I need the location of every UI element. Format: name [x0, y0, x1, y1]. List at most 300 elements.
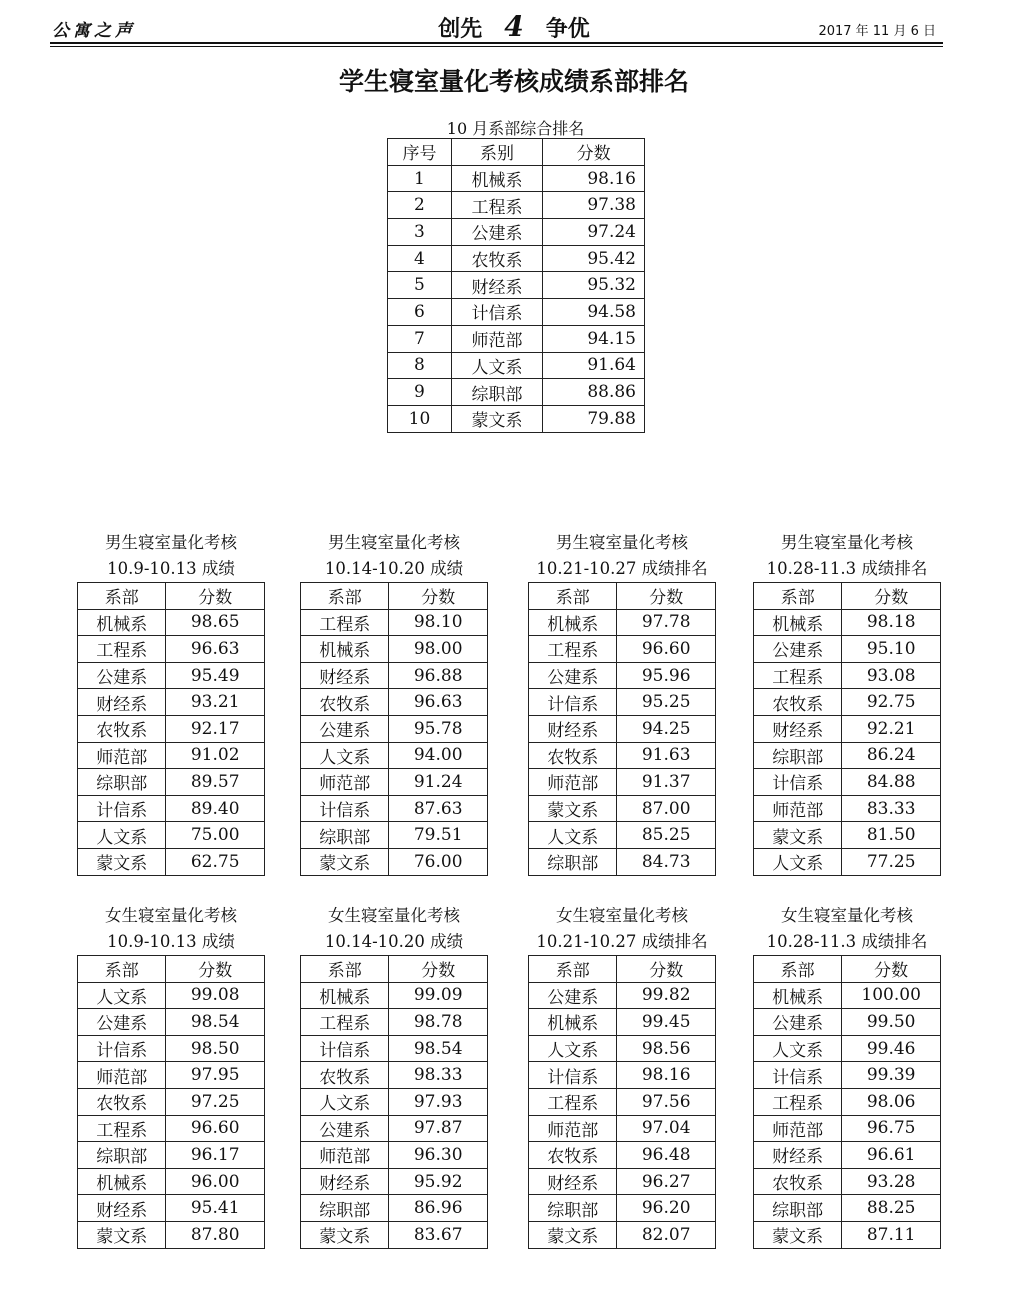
block-title: 女生寝室量化考核	[105, 906, 237, 925]
column-header-score: 分数	[166, 583, 265, 610]
table-row	[754, 742, 941, 769]
score-cell: 94.00	[389, 742, 488, 769]
column-header-score: 分数	[617, 956, 716, 983]
rank-cell: 8	[388, 352, 452, 379]
table-row	[78, 1168, 265, 1195]
block-period: 10.14-10.20 成绩	[324, 932, 464, 951]
department-cell: 蒙文系	[78, 1221, 166, 1248]
table-row	[754, 1115, 941, 1142]
score-cell: 91.24	[389, 769, 488, 796]
table-header-row	[754, 583, 941, 610]
department-cell: 蒙文系	[301, 848, 389, 875]
header-divider-thin	[50, 46, 943, 47]
score-cell: 98.65	[166, 609, 265, 636]
score-cell: 93.08	[842, 662, 941, 689]
department-cell: 蒙文系	[301, 1221, 389, 1248]
score-cell: 96.20	[617, 1195, 716, 1222]
department-cell: 计信系	[529, 689, 617, 716]
table-row	[78, 1062, 265, 1089]
table-row	[529, 822, 716, 849]
department-cell: 工程系	[301, 1009, 389, 1036]
department-cell: 工程系	[529, 636, 617, 663]
table-row	[754, 1195, 941, 1222]
score-cell: 94.15	[543, 325, 645, 352]
department-cell: 机械系	[301, 982, 389, 1009]
score-cell: 99.82	[617, 982, 716, 1009]
department-cell: 工程系	[754, 1088, 842, 1115]
score-cell: 91.64	[543, 352, 645, 379]
table-row	[301, 1035, 488, 1062]
table-row	[301, 636, 488, 663]
block-period: 10.9-10.13 成绩	[107, 559, 235, 578]
department-cell: 蒙文系	[754, 1221, 842, 1248]
table-row	[529, 609, 716, 636]
score-cell: 95.49	[166, 662, 265, 689]
department-cell: 师范部	[754, 1115, 842, 1142]
table-header-row	[301, 956, 488, 983]
score-cell: 98.54	[166, 1009, 265, 1036]
ranking-table	[753, 955, 941, 1249]
department-cell: 人文系	[78, 982, 166, 1009]
score-cell: 96.88	[389, 662, 488, 689]
department-cell: 工程系	[301, 609, 389, 636]
rank-cell: 2	[388, 192, 452, 219]
table-row	[78, 769, 265, 796]
column-header-department: 系部	[301, 956, 389, 983]
table-row	[754, 636, 941, 663]
column-header-score: 分数	[389, 583, 488, 610]
score-cell: 99.09	[389, 982, 488, 1009]
male-ranking-week-2	[300, 530, 488, 876]
score-cell: 95.78	[389, 715, 488, 742]
header-slogan-left: 创先	[438, 16, 483, 42]
department-cell: 人文系	[78, 822, 166, 849]
department-cell: 农牧系	[529, 742, 617, 769]
table-row	[529, 769, 716, 796]
table-row	[388, 299, 645, 326]
score-cell: 98.54	[389, 1035, 488, 1062]
department-cell: 综职部	[754, 1195, 842, 1222]
table-row	[78, 1009, 265, 1036]
table-row	[301, 1115, 488, 1142]
table-row	[78, 1195, 265, 1222]
table-row	[301, 742, 488, 769]
department-cell: 工程系	[451, 192, 542, 219]
department-cell: 人文系	[529, 822, 617, 849]
table-row	[301, 1221, 488, 1248]
table-row	[529, 636, 716, 663]
department-cell: 综职部	[529, 848, 617, 875]
score-cell: 96.17	[166, 1142, 265, 1169]
department-cell: 师范部	[754, 795, 842, 822]
male-ranking-week-4	[753, 530, 941, 876]
table-header-row	[78, 583, 265, 610]
table-row	[529, 1195, 716, 1222]
department-cell: 公建系	[529, 662, 617, 689]
department-cell: 农牧系	[78, 1088, 166, 1115]
score-cell: 96.63	[166, 636, 265, 663]
department-cell: 农牧系	[529, 1142, 617, 1169]
block-title: 女生寝室量化考核	[556, 906, 688, 925]
table-row	[754, 769, 941, 796]
column-header-department: 系部	[754, 583, 842, 610]
table-header-row	[529, 583, 716, 610]
score-cell: 85.25	[617, 822, 716, 849]
score-cell: 98.00	[389, 636, 488, 663]
score-cell: 97.93	[389, 1088, 488, 1115]
column-header-score: 分数	[842, 956, 941, 983]
score-cell: 91.37	[617, 769, 716, 796]
department-cell: 综职部	[301, 1195, 389, 1222]
table-row	[388, 272, 645, 299]
department-cell: 财经系	[754, 1142, 842, 1169]
score-cell: 96.61	[842, 1142, 941, 1169]
department-cell: 财经系	[529, 715, 617, 742]
table-row	[301, 662, 488, 689]
department-cell: 蒙文系	[451, 405, 542, 432]
score-cell: 96.48	[617, 1142, 716, 1169]
rank-cell: 6	[388, 299, 452, 326]
table-row	[301, 1195, 488, 1222]
table-row	[78, 1088, 265, 1115]
table-row	[529, 1115, 716, 1142]
block-period: 10.28-11.3 成绩排名	[766, 559, 928, 578]
female-ranking-week-3	[528, 903, 716, 1249]
department-cell: 机械系	[754, 982, 842, 1009]
score-cell: 98.18	[842, 609, 941, 636]
table-row	[754, 1062, 941, 1089]
department-cell: 机械系	[301, 636, 389, 663]
header-divider	[50, 42, 943, 44]
score-cell: 97.24	[543, 219, 645, 246]
table-row	[78, 742, 265, 769]
score-cell: 62.75	[166, 848, 265, 875]
table-row	[78, 662, 265, 689]
table-row	[754, 715, 941, 742]
department-cell: 工程系	[78, 636, 166, 663]
department-cell: 财经系	[301, 1168, 389, 1195]
column-header-department: 系部	[301, 583, 389, 610]
department-cell: 农牧系	[754, 1168, 842, 1195]
department-cell: 蒙文系	[78, 848, 166, 875]
department-cell: 人文系	[301, 742, 389, 769]
block-period: 10.28-11.3 成绩排名	[766, 932, 928, 951]
department-cell: 人文系	[451, 352, 542, 379]
table-row	[529, 689, 716, 716]
column-header-rank: 序号	[388, 139, 452, 166]
department-cell: 财经系	[301, 662, 389, 689]
department-cell: 公建系	[754, 636, 842, 663]
block-title: 男生寝室量化考核	[328, 533, 460, 552]
score-cell: 94.58	[543, 299, 645, 326]
department-cell: 财经系	[78, 1195, 166, 1222]
overall-ranking-caption: 10 月系部综合排名	[446, 119, 585, 138]
score-cell: 76.00	[389, 848, 488, 875]
score-cell: 92.75	[842, 689, 941, 716]
score-cell: 87.11	[842, 1221, 941, 1248]
rank-cell: 1	[388, 165, 452, 192]
table-row	[301, 822, 488, 849]
table-row	[754, 1035, 941, 1062]
table-header-row	[78, 956, 265, 983]
score-cell: 96.60	[617, 636, 716, 663]
rank-cell: 4	[388, 245, 452, 272]
score-cell: 83.33	[842, 795, 941, 822]
table-row	[754, 609, 941, 636]
table-row	[529, 715, 716, 742]
table-row	[529, 742, 716, 769]
score-cell: 92.17	[166, 715, 265, 742]
table-row	[301, 982, 488, 1009]
department-cell: 财经系	[529, 1168, 617, 1195]
department-cell: 计信系	[451, 299, 542, 326]
column-header-score: 分数	[543, 139, 645, 166]
table-header-row	[301, 583, 488, 610]
department-cell: 公建系	[78, 662, 166, 689]
score-cell: 97.25	[166, 1088, 265, 1115]
table-row	[754, 1142, 941, 1169]
table-row	[388, 352, 645, 379]
block-title: 女生寝室量化考核	[781, 906, 913, 925]
column-header-department: 系部	[754, 956, 842, 983]
table-row	[754, 1168, 941, 1195]
department-cell: 公建系	[301, 715, 389, 742]
score-cell: 96.27	[617, 1168, 716, 1195]
column-header-department: 系部	[78, 583, 166, 610]
table-row	[529, 982, 716, 1009]
department-cell: 机械系	[529, 609, 617, 636]
score-cell: 99.46	[842, 1035, 941, 1062]
male-ranking-week-1	[77, 530, 265, 876]
issue-date: 2017 年 11 月 6 日	[818, 24, 936, 39]
score-cell: 98.33	[389, 1062, 488, 1089]
score-cell: 86.24	[842, 742, 941, 769]
score-cell: 93.21	[166, 689, 265, 716]
column-header-score: 分数	[842, 583, 941, 610]
department-cell: 农牧系	[754, 689, 842, 716]
department-cell: 蒙文系	[754, 822, 842, 849]
score-cell: 77.25	[842, 848, 941, 875]
ranking-table	[528, 582, 716, 876]
score-cell: 98.10	[389, 609, 488, 636]
table-row	[301, 1142, 488, 1169]
department-cell: 师范部	[529, 769, 617, 796]
table-row	[388, 192, 645, 219]
department-cell: 综职部	[301, 822, 389, 849]
score-cell: 98.16	[617, 1062, 716, 1089]
rank-cell: 9	[388, 379, 452, 406]
score-cell: 94.25	[617, 715, 716, 742]
department-cell: 农牧系	[451, 245, 542, 272]
table-row	[78, 1035, 265, 1062]
table-header-row	[529, 956, 716, 983]
table-row	[301, 609, 488, 636]
female-ranking-week-1	[77, 903, 265, 1249]
score-cell: 95.41	[166, 1195, 265, 1222]
table-row	[301, 1168, 488, 1195]
department-cell: 农牧系	[301, 689, 389, 716]
score-cell: 97.78	[617, 609, 716, 636]
table-row	[78, 609, 265, 636]
score-cell: 98.50	[166, 1035, 265, 1062]
table-row	[78, 848, 265, 875]
table-row	[754, 795, 941, 822]
table-row	[301, 769, 488, 796]
table-header-row	[754, 956, 941, 983]
score-cell: 98.56	[617, 1035, 716, 1062]
score-cell: 96.60	[166, 1115, 265, 1142]
department-cell: 人文系	[754, 848, 842, 875]
department-cell: 蒙文系	[529, 1221, 617, 1248]
overall-ranking-table	[387, 138, 645, 433]
block-period: 10.21-10.27 成绩排名	[536, 559, 708, 578]
table-row	[754, 1009, 941, 1036]
department-cell: 机械系	[78, 1168, 166, 1195]
table-row	[388, 219, 645, 246]
department-cell: 公建系	[78, 1009, 166, 1036]
column-header-score: 分数	[389, 956, 488, 983]
department-cell: 计信系	[301, 1035, 389, 1062]
department-cell: 公建系	[529, 982, 617, 1009]
score-cell: 99.39	[842, 1062, 941, 1089]
page-number: 4	[504, 10, 524, 43]
department-cell: 师范部	[451, 325, 542, 352]
department-cell: 机械系	[754, 609, 842, 636]
table-row	[529, 1009, 716, 1036]
column-header-department: 系部	[529, 583, 617, 610]
department-cell: 综职部	[78, 769, 166, 796]
department-cell: 师范部	[301, 769, 389, 796]
block-title: 男生寝室量化考核	[105, 533, 237, 552]
score-cell: 96.30	[389, 1142, 488, 1169]
table-row	[529, 1142, 716, 1169]
table-row	[388, 325, 645, 352]
table-row	[301, 1088, 488, 1115]
table-row	[78, 822, 265, 849]
score-cell: 87.00	[617, 795, 716, 822]
department-cell: 工程系	[754, 662, 842, 689]
department-cell: 财经系	[451, 272, 542, 299]
rank-cell: 7	[388, 325, 452, 352]
department-cell: 综职部	[754, 742, 842, 769]
table-row	[301, 1062, 488, 1089]
score-cell: 86.96	[389, 1195, 488, 1222]
score-cell: 98.78	[389, 1009, 488, 1036]
department-cell: 蒙文系	[529, 795, 617, 822]
block-period: 10.21-10.27 成绩排名	[536, 932, 708, 951]
score-cell: 100.00	[842, 982, 941, 1009]
table-row	[388, 245, 645, 272]
score-cell: 81.50	[842, 822, 941, 849]
table-row	[78, 795, 265, 822]
female-ranking-week-2	[300, 903, 488, 1249]
ranking-table	[528, 955, 716, 1249]
column-header-department: 系部	[78, 956, 166, 983]
table-row	[301, 848, 488, 875]
score-cell: 95.10	[842, 636, 941, 663]
table-row	[78, 1115, 265, 1142]
score-cell: 82.07	[617, 1221, 716, 1248]
score-cell: 88.25	[842, 1195, 941, 1222]
score-cell: 92.21	[842, 715, 941, 742]
department-cell: 计信系	[78, 1035, 166, 1062]
score-cell: 97.56	[617, 1088, 716, 1115]
score-cell: 97.87	[389, 1115, 488, 1142]
score-cell: 95.25	[617, 689, 716, 716]
table-row	[301, 795, 488, 822]
page-title: 学生寝室量化考核成绩系部排名	[338, 67, 689, 96]
table-row	[754, 662, 941, 689]
score-cell: 79.51	[389, 822, 488, 849]
department-cell: 计信系	[754, 1062, 842, 1089]
department-cell: 农牧系	[78, 715, 166, 742]
score-cell: 89.40	[166, 795, 265, 822]
department-cell: 公建系	[754, 1009, 842, 1036]
department-cell: 人文系	[301, 1088, 389, 1115]
female-ranking-week-4	[753, 903, 941, 1249]
score-cell: 88.86	[543, 379, 645, 406]
table-row	[529, 848, 716, 875]
department-cell: 综职部	[451, 379, 542, 406]
newsletter-name: 公寓之声	[52, 21, 136, 41]
ranking-table	[77, 582, 265, 876]
score-cell: 95.92	[389, 1168, 488, 1195]
score-cell: 99.08	[166, 982, 265, 1009]
table-row	[529, 795, 716, 822]
score-cell: 96.75	[842, 1115, 941, 1142]
score-cell: 87.63	[389, 795, 488, 822]
score-cell: 84.88	[842, 769, 941, 796]
department-cell: 机械系	[451, 165, 542, 192]
rank-cell: 5	[388, 272, 452, 299]
score-cell: 79.88	[543, 405, 645, 432]
score-cell: 98.06	[842, 1088, 941, 1115]
table-row	[301, 1009, 488, 1036]
column-header-score: 分数	[166, 956, 265, 983]
score-cell: 96.00	[166, 1168, 265, 1195]
department-cell: 计信系	[78, 795, 166, 822]
rank-cell: 3	[388, 219, 452, 246]
ranking-table	[300, 582, 488, 876]
table-row	[529, 1062, 716, 1089]
column-header-score: 分数	[617, 583, 716, 610]
department-cell: 人文系	[529, 1035, 617, 1062]
department-cell: 工程系	[529, 1088, 617, 1115]
department-cell: 人文系	[754, 1035, 842, 1062]
table-row	[529, 662, 716, 689]
table-row	[754, 982, 941, 1009]
score-cell: 87.80	[166, 1221, 265, 1248]
block-period: 10.9-10.13 成绩	[107, 932, 235, 951]
rank-cell: 10	[388, 405, 452, 432]
score-cell: 95.42	[543, 245, 645, 272]
score-cell: 97.95	[166, 1062, 265, 1089]
table-row	[754, 1088, 941, 1115]
department-cell: 师范部	[529, 1115, 617, 1142]
department-cell: 公建系	[451, 219, 542, 246]
table-row	[529, 1221, 716, 1248]
table-row	[78, 689, 265, 716]
table-row	[754, 822, 941, 849]
department-cell: 师范部	[78, 1062, 166, 1089]
score-cell: 83.67	[389, 1221, 488, 1248]
table-row	[529, 1168, 716, 1195]
score-cell: 84.73	[617, 848, 716, 875]
department-cell: 计信系	[529, 1062, 617, 1089]
department-cell: 综职部	[78, 1142, 166, 1169]
column-header-department: 系别	[451, 139, 542, 166]
score-cell: 93.28	[842, 1168, 941, 1195]
